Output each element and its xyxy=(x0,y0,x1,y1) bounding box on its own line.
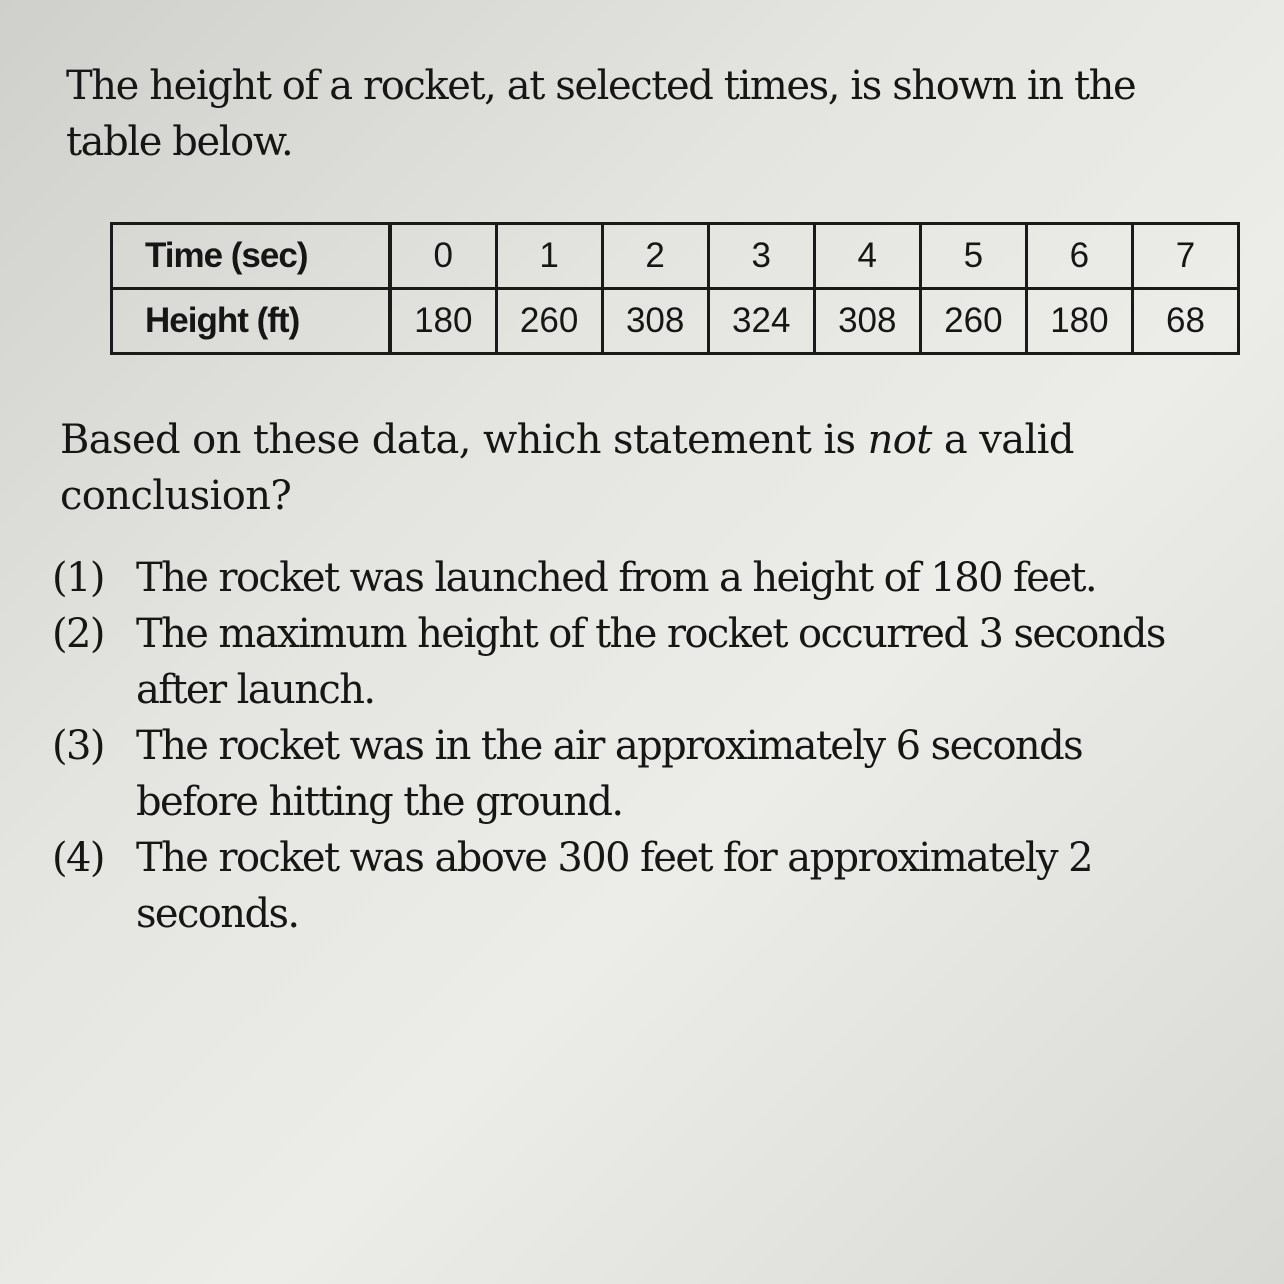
intro-text: The height of a rocket, at selected times, is shown in the table below. xyxy=(66,63,1136,165)
height-cell: 308 xyxy=(602,289,708,354)
time-cell: 6 xyxy=(1026,224,1132,289)
question-text-emphasis: not xyxy=(867,417,932,463)
height-cell: 180 xyxy=(1026,289,1132,354)
choice-text: The rocket was in the air approximately 6 seconds before hitting the ground. xyxy=(136,723,1083,825)
choice-number: (2) xyxy=(52,611,104,657)
time-cell: 0 xyxy=(390,224,496,289)
choice-text: The rocket was above 300 feet for approximately 2 seconds. xyxy=(136,835,1092,937)
time-cell: 4 xyxy=(814,224,920,289)
choice-number: (1) xyxy=(52,555,104,601)
rocket-height-table xyxy=(110,222,1240,355)
time-cell: 2 xyxy=(602,224,708,289)
height-cell: 260 xyxy=(496,289,602,354)
height-row-label: Height (ft) xyxy=(112,289,391,354)
question-text xyxy=(60,412,1180,524)
time-cell: 5 xyxy=(920,224,1026,289)
answer-choice-1[interactable] xyxy=(52,550,1192,606)
answer-choice-2[interactable] xyxy=(52,606,1192,718)
choice-text: The maximum height of the rocket occurred 3 seconds after launch. xyxy=(136,611,1165,713)
choice-number: (3) xyxy=(52,723,104,769)
height-cell: 68 xyxy=(1132,289,1238,354)
height-cell: 308 xyxy=(814,289,920,354)
time-row-label: Time (sec) xyxy=(112,224,391,289)
height-cell: 324 xyxy=(708,289,814,354)
answer-choices xyxy=(52,550,1192,942)
question-text-before: Based on these data, which statement is xyxy=(60,417,868,463)
time-row xyxy=(112,224,1239,289)
time-cell: 7 xyxy=(1132,224,1238,289)
question-text-after: a valid conclusion? xyxy=(60,417,1074,519)
choice-number: (4) xyxy=(52,835,104,881)
answer-choice-3[interactable] xyxy=(52,718,1192,830)
answer-choice-4[interactable] xyxy=(52,830,1192,942)
height-cell: 260 xyxy=(920,289,1026,354)
height-row xyxy=(112,289,1239,354)
height-cell: 180 xyxy=(390,289,496,354)
choice-text: The rocket was launched from a height of 180 feet. xyxy=(136,555,1096,601)
time-cell: 3 xyxy=(708,224,814,289)
time-cell: 1 xyxy=(496,224,602,289)
